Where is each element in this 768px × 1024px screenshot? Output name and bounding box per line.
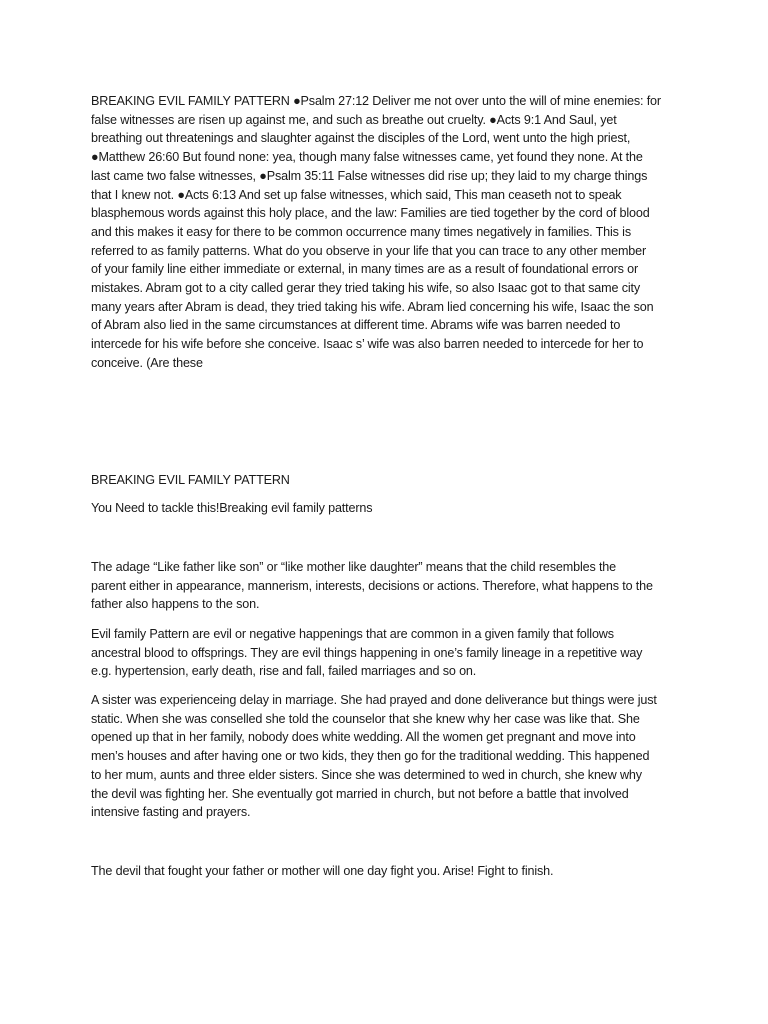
- closing-paragraph: The devil that fought your father or mother will one day fight you. Arise! Fight to finish.: [91, 864, 554, 878]
- subheading: You Need to tackle this!Breaking evil family patterns: [91, 501, 373, 515]
- testimony-paragraph: A sister was experienceing delay in marriage. She had prayed and done deliverance but things were just static. When she was conselled she told the counselor that she knew why her case was like that. She opened up that in her family, nobody does white wedding. All the women get pregnant and move into men’s houses and after having one or two kids, they then go for the traditional wedding. This happened to her mum, aunts and three elder sisters. Since she was determined to wed in church, she knew why the devil was fighting her. She eventually got married in church, but not before a battle that involved intensive fasting and prayers.: [91, 693, 657, 820]
- definition-paragraph: Evil family Pattern are evil or negative happenings that are common in a given family that follows ancestral blood to offsprings. They are evil things happening in one’s family lineage in a repetitive way e.g. hypertension, early death, rise and fall, failed marriages and so on.: [91, 627, 643, 679]
- adage-paragraph: The adage “Like father like son” or “like mother like daughter” means that the child resembles the parent either in appearance, mannerism, interests, decisions or actions. Therefore, what happens to the father also happens to the son.: [91, 560, 653, 612]
- section-heading: BREAKING EVIL FAMILY PATTERN: [91, 473, 290, 487]
- scripture-paragraph: BREAKING EVIL FAMILY PATTERN ●Psalm 27:12 Deliver me not over unto the will of mine enemies: for false witnesses are risen up against me, and such as breathe out cruelty. ●Acts 9:1 And Saul, yet breathing out threatenings and slaughter against the disciples of the Lord, went unto the high priest, ●Matthew 26:60 But found none: yea, though many false witnesses came, yet found they none. At the last came two false witnesses, ●Psalm 35:11 False witnesses did rise up; they laid to my charge things that I knew not. ●Acts 6:13 And set up false witnesses, which said, This man ceaseth not to speak blasphemous words against this holy place, and the law: Families are tied together by the cord of blood and this makes it easy for there to be common occurrence many times negatively in families. This is referred to as family patterns. What do you observe in your life that you can trace to any other member of your family line either immediate or external, in many times are as a result of foundational errors or mistakes. Abram got to a city called gerar they tried taking his wife, so also Isaac got to that same city many years after Abram is dead, they tried taking his wife. Abram lied concerning his wife, Isaac the son of Abram also lied in the same circumstances at different time. Abrams wife was barren needed to intercede for his wife before she conceive. Isaac s’ wife was also barren needed to intercede for her to conceive. (Are these: [91, 94, 661, 370]
